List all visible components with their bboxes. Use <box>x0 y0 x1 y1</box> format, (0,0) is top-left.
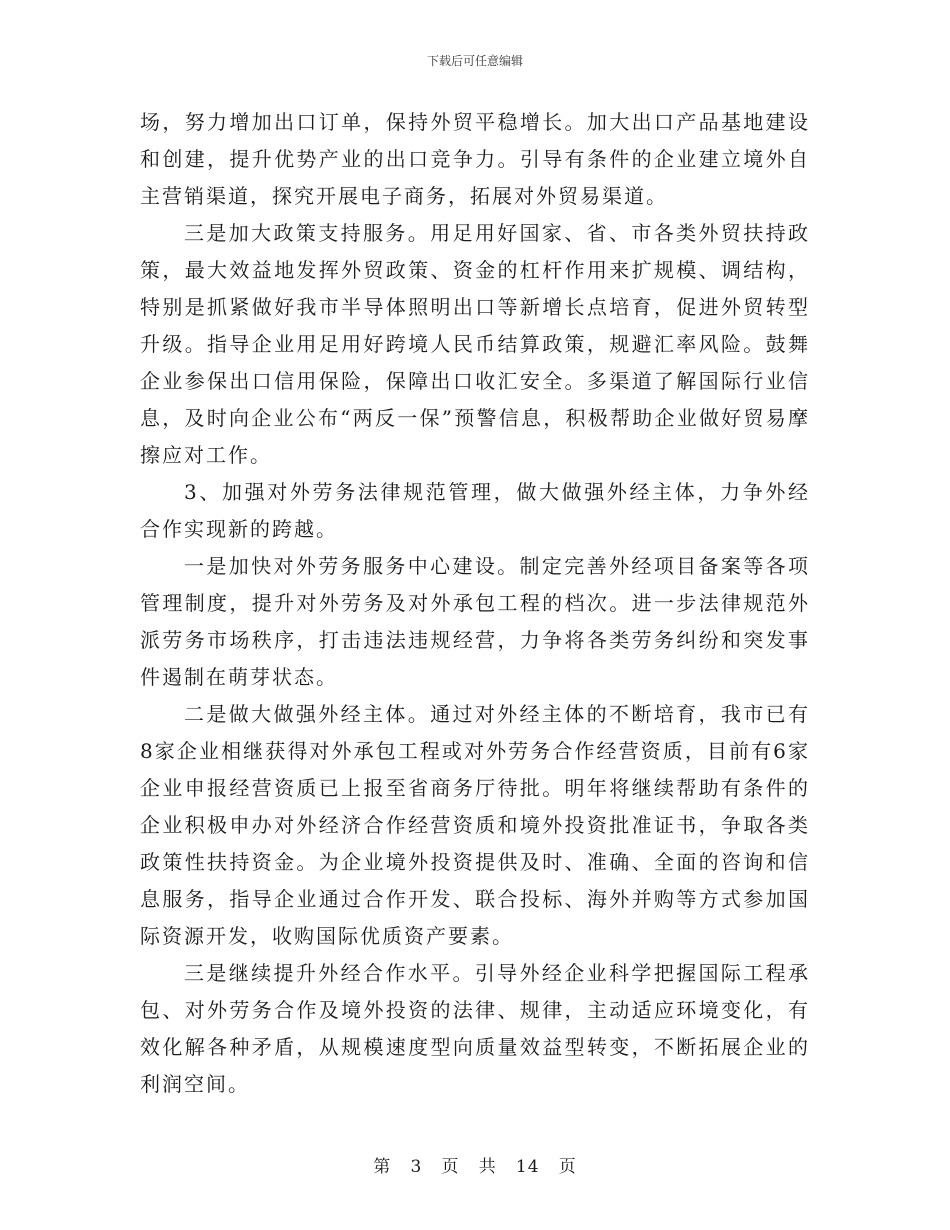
paragraph-4: 一是加快对外劳务服务中心建设。制定完善外经项目备案等各项管理制度，提升对外劳务及对外承包工程的档次。进一步法律规范外派劳务市场秩序，打击违法违规经营，力争将各类劳务纠纷和突发事件遏制在萌芽状态。 <box>140 554 810 689</box>
document-body <box>140 104 810 1103</box>
footer-current-page: 3 <box>410 1157 423 1177</box>
footer-total-pages: 14 <box>515 1157 540 1177</box>
paragraph-6: 三是继续提升外经合作水平。引导外经企业科学把握国际工程承包、对外劳务合作及境外投资的法律、规律，主动适应环境变化，有效化解各种矛盾，从规模速度型向质量效益型转变，不断拓展企业的利润空间。 <box>140 961 810 1096</box>
footer-label-unit: 页 <box>441 1157 460 1177</box>
footer-label-page: 第 <box>373 1157 392 1177</box>
paragraph-2: 三是加大政策支持服务。用足用好国家、省、市各类外贸扶持政策，最大效益地发挥外贸政策、资金的杠杆作用来扩规模、调结构，特别是抓紧做好我市半导体照明出口等新增长点培育，促进外贸转型升级。指导企业用足用好跨境人民币结算政策，规避汇率风险。鼓舞企业参保出口信用保险，保障出口收汇安全。多渠道了解国际行业信息，及时向企业公布“两反一保”预警信息，积极帮助企业做好贸易摩擦应对工作。 <box>140 221 810 467</box>
paragraph-3: 3、加强对外劳务法律规范管理，做大做强外经主体，力争外经合作实现新的跨越。 <box>140 480 810 541</box>
paragraph-5: 二是做大做强外经主体。通过对外经主体的不断培育，我市已有8家企业相继获得对外承包工程或对外劳务合作经营资质，目前有6家企业申报经营资质已上报至省商务厅待批。明年将继续帮助有条件的企业积极申办对外经济合作经营资质和境外投资批准证书，争取各类政策性扶持资金。为企业境外投资提供及时、准确、全面的咨询和信息服务，指导企业通过合作开发、联合投标、海外并购等方式参加国际资源开发，收购国际优质资产要素。 <box>140 702 810 948</box>
paragraph-1: 场，努力增加出口订单，保持外贸平稳增长。加大出口产品基地建设和创建，提升优势产业的出口竞争力。引导有条件的企业建立境外自主营销渠道，探究开展电子商务，拓展对外贸易渠道。 <box>140 110 810 208</box>
footer-label-unit-end: 页 <box>558 1157 577 1177</box>
header-note: 下载后可任意编辑 <box>426 54 523 68</box>
footer-label-total: 共 <box>478 1157 497 1177</box>
page-footer <box>0 1152 950 1177</box>
